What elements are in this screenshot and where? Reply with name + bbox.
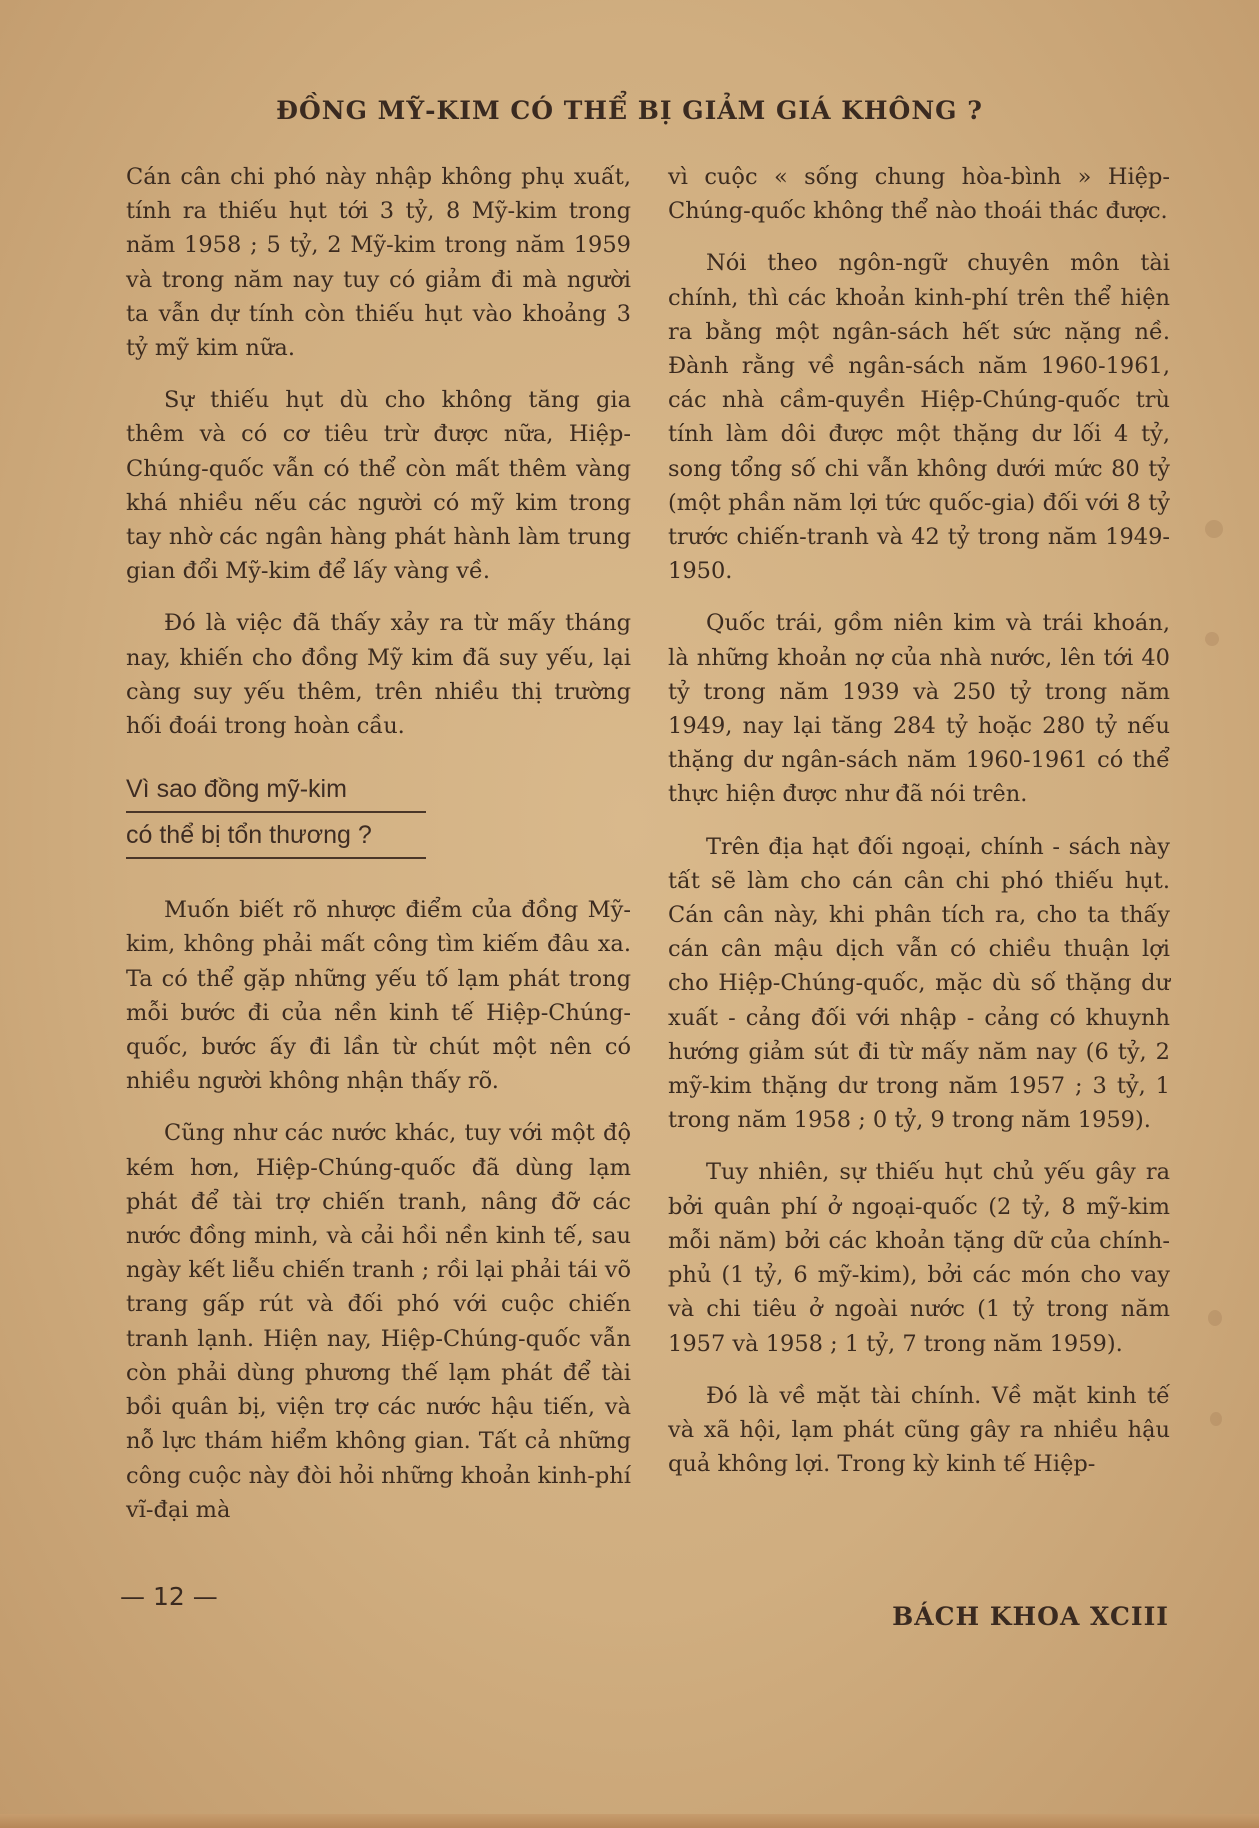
paragraph: Tuy nhiên, sự thiếu hụt chủ yếu gây ra bởi quân phí ở ngoại-quốc (2 tỷ, 8 mỹ-kim mỗi năm) bởi các khoản tặng dữ của chính-phủ (1 tỷ, 6 mỹ-kim), bởi các món cho vay và chi tiêu ở ngoài nước (1 tỷ trong năm 1957 và 1958 ; 1 tỷ, 7 trong năm 1959). bbox=[668, 1159, 1170, 1357]
left-column bbox=[126, 160, 631, 1545]
page-edge bbox=[0, 1814, 1259, 1828]
paragraph: Đó là về mặt tài chính. Về mặt kinh tế và xã hội, lạm phát cũng gây ra nhiều hậu quả không lợi. Trong kỳ kinh tế Hiệp- bbox=[668, 1382, 1170, 1478]
paragraph: Quốc trái, gồm niên kim và trái khoán, là những khoản nợ của nhà nước, lên tới 40 tỷ trong năm 1939 và 250 tỷ trong năm 1949, nay lại tăng 284 tỷ hoặc 280 tỷ nếu thặng dư ngân-sách năm 1960-1961 có thể thực hiện được như đã nói trên. bbox=[668, 610, 1170, 808]
paragraph: Cũng như các nước khác, tuy với một độ kém hơn, Hiệp-Chúng-quốc đã dùng lạm phát để tài trợ chiến tranh, nâng đỡ các nước đồng minh, và cải hồi nền kinh tế, sau ngày kết liễu chiến tranh ; rồi lại phải tái võ trang gấp rút và đối phó với cuộc chiến tranh lạnh. Hiện nay, Hiệp-Chúng-quốc vẫn còn phải dùng phương thế lạm phát để tài bồi quân bị, viện trợ các nước hậu tiến, và nỗ lực thám hiểm không gian. Tất cả những công cuộc này đòi hỏi những khoản kinh-phí vĩ-đại mà bbox=[126, 1120, 631, 1523]
running-title: ĐỒNG MỸ-KIM CÓ THỂ BỊ GIẢM GIÁ KHÔNG ? bbox=[276, 96, 983, 125]
paragraph: Muốn biết rõ nhược điểm của đồng Mỹ-kim, không phải mất công tìm kiếm đâu xa. Ta có thể gặp những yếu tố lạm phát trong mỗi bước đi của nền kinh tế Hiệp-Chúng-quốc, bước ấy đi lần từ chút một nên có nhiều người không nhận thấy rõ. bbox=[126, 897, 631, 1095]
paragraph: Trên địa hạt đối ngoại, chính - sách này tất sẽ làm cho cán cân chi phó thiếu hụt. Cán cân này, khi phân tích ra, cho ta thấy cán cân mậu dịch vẫn có chiều thuận lợi cho Hiệp-Chúng-quốc, mặc dù số thặng dư xuất - cảng đối với nhập - cảng có khuynh hướng giảm sút đi từ mấy năm nay (6 tỷ, 2 mỹ-kim thặng dư trong năm 1957 ; 3 tỷ, 1 trong năm 1958 ; 0 tỷ, 9 trong năm 1959). bbox=[668, 833, 1170, 1134]
paper-stain bbox=[1208, 1310, 1222, 1326]
paragraph: Sự thiếu hụt dù cho không tăng gia thêm và có cơ tiêu trừ được nữa, Hiệp-Chúng-quốc vẫn có thể còn mất thêm vàng khá nhiều nếu các người có mỹ kim trong tay nhờ các ngân hàng phát hành làm trung gian đổi Mỹ-kim để lấy vàng về. bbox=[126, 387, 631, 585]
paragraph: Nói theo ngôn-ngữ chuyên môn tài chính, thì các khoản kinh-phí trên thể hiện ra bằng một ngân-sách hết sức nặng nề. Đành rằng về ngân-sách năm 1960-1961, các nhà cầm-quyền Hiệp-Chúng-quốc trù tính làm dôi được một thặng dư lối 4 tỷ, song tổng số chi vẫn không dưới mức 80 tỷ (một phần năm lợi tức quốc-gia) đối với 8 tỷ trước chiến-tranh và 42 tỷ trong năm 1949-1950. bbox=[668, 250, 1170, 585]
paragraph: vì cuộc « sống chung hòa-bình » Hiệp-Chúng-quốc không thể nào thoái thác được. bbox=[668, 164, 1170, 225]
subheading-line: Vì sao đồng mỹ-kim bbox=[126, 767, 426, 813]
paper-stain bbox=[1205, 520, 1223, 538]
publication-name: BÁCH KHOA XCIII bbox=[892, 1602, 1169, 1631]
section-subheading bbox=[126, 767, 426, 859]
page-number: — 12 — bbox=[120, 1582, 218, 1611]
paragraph: Đó là việc đã thấy xảy ra từ mấy tháng nay, khiến cho đồng Mỹ kim đã suy yếu, lại càng suy yếu thêm, trên nhiều thị trường hối đoái trong hoàn cầu. bbox=[126, 610, 631, 740]
paragraph: Cán cân chi phó này nhập không phụ xuất, tính ra thiếu hụt tới 3 tỷ, 8 Mỹ-kim trong năm 1958 ; 5 tỷ, 2 Mỹ-kim trong năm 1959 và trong năm nay tuy có giảm đi mà người ta vẫn dự tính còn thiếu hụt vào khoảng 3 tỷ mỹ kim nữa. bbox=[126, 164, 631, 362]
paper-stain bbox=[1210, 1412, 1222, 1426]
subheading-line: có thể bị tổn thương ? bbox=[126, 813, 426, 859]
paper-stain bbox=[1205, 632, 1219, 646]
right-column bbox=[668, 160, 1170, 1499]
